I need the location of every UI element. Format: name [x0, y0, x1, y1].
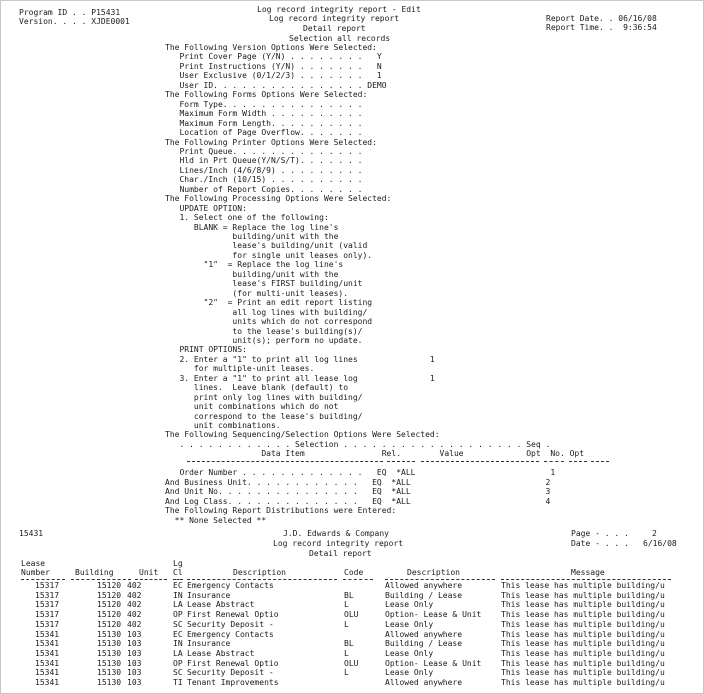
unit: 103: [127, 629, 142, 639]
code: L: [344, 668, 349, 678]
message: This lease has multiple building/u: [501, 629, 665, 639]
unit: 402: [127, 600, 142, 610]
description: Tenant Improvements: [187, 678, 279, 687]
code-description: Option- Lease & Unit: [385, 658, 482, 668]
divider: [71, 579, 131, 580]
log-class: LA: [173, 648, 183, 658]
message: This lease has multiple building/u: [501, 610, 665, 620]
description: First Renewal Optio: [187, 658, 279, 668]
code-description: Option- Lease & Unit: [385, 610, 482, 620]
divider: [173, 579, 183, 580]
col-message: Message: [571, 568, 605, 577]
divider: [187, 579, 337, 580]
log-class: LA: [173, 600, 183, 610]
building: 15120: [97, 619, 122, 629]
option-line: And Log Class. . . . . . . . . . . . . . EQ *ALL 4: [165, 496, 551, 506]
option-line: Location of Page Overflow. . . . . . .: [165, 128, 363, 138]
unit: 402: [127, 590, 142, 600]
message: This lease has multiple building/u: [501, 619, 665, 629]
log-class: SC: [173, 668, 183, 678]
log-class: IN: [173, 590, 183, 600]
building: 15130: [97, 648, 122, 658]
option-line: . . . . . . . . . . . . Selection . . . . . . . . . . . . . . . . . . . Seq .: [165, 439, 551, 449]
option-line: Print Cover Page (Y/N) . . . . . . . . Y: [165, 52, 382, 62]
date-label: Date - . . .: [571, 539, 629, 548]
building: 15120: [97, 600, 122, 610]
unit: 402: [127, 619, 142, 629]
col-description-2: Description: [407, 568, 460, 577]
log-class: EC: [173, 629, 183, 639]
option-line: lines. Leave blank (default) to: [165, 383, 349, 393]
option-line: 1. Select one of the following:: [165, 213, 329, 223]
unit: 103: [127, 668, 142, 678]
description: First Renewal Optio: [187, 610, 279, 620]
divider: [385, 579, 495, 580]
code-description: Lease Only: [385, 600, 434, 610]
page2-company: J.D. Edwards & Company: [283, 529, 389, 538]
log-class: IN: [173, 639, 183, 649]
option-line: for multiple-unit leases.: [165, 364, 315, 374]
building: 15130: [97, 639, 122, 649]
option-line: for single unit leases only).: [165, 250, 373, 260]
code: OLU: [344, 658, 359, 668]
date-value: 6/16/08: [643, 539, 677, 548]
message: This lease has multiple building/u: [501, 658, 665, 668]
option-line: correspond to the lease's building/: [165, 411, 363, 421]
description: Emergency Contacts: [187, 629, 274, 639]
option-line: "2" = Print an edit report listing: [165, 298, 373, 308]
message: This lease has multiple building/u: [501, 590, 665, 600]
building: 15120: [97, 610, 122, 620]
option-line: unit combinations.: [165, 421, 281, 430]
program-id: Program ID . . P15431: [19, 8, 121, 17]
lease-number: 15341: [35, 639, 60, 649]
option-line: And Unit No. . . . . . . . . . . . . . . EQ *ALL 3: [165, 487, 551, 497]
description: Lease Abstract: [187, 600, 255, 610]
building: 15120: [97, 590, 122, 600]
unit: 402: [127, 581, 142, 590]
option-line: The Following Processing Options Were Selected:: [165, 194, 392, 204]
divider: [569, 461, 587, 462]
building: 15130: [97, 658, 122, 668]
lease-number: 15317: [35, 619, 60, 629]
code-description: Lease Only: [385, 668, 434, 678]
col-lease: Lease: [21, 559, 46, 568]
option-line: Char./Inch (10/15) . . . . . . . . . .: [165, 175, 363, 185]
building: 15120: [97, 581, 122, 590]
report-title-edit: Log record integrity report - Edit: [257, 5, 421, 14]
option-line: The Following Report Distributions were Entered:: [165, 506, 397, 516]
log-class: OP: [173, 610, 183, 620]
report-date: Report Date. . 06/16/08: [546, 14, 657, 23]
divider: [421, 461, 539, 462]
col-code: Code: [344, 568, 364, 577]
code: L: [344, 648, 349, 658]
lease-number: 15341: [35, 648, 60, 658]
lease-number: 15317: [35, 581, 60, 590]
divider: [501, 579, 671, 580]
description: Insurance: [187, 639, 231, 649]
option-line: print only log lines with building/: [165, 392, 363, 402]
message: This lease has multiple building/u: [501, 581, 665, 590]
option-line: Maximum Form Length. . . . . . . . . .: [165, 118, 363, 128]
col-building: Building: [75, 568, 114, 577]
code: OLU: [344, 610, 359, 620]
description: Insurance: [187, 590, 231, 600]
report-selection: Selection all records: [289, 34, 391, 43]
option-line: The Following Version Options Were Selected:: [165, 43, 377, 52]
lease-number: 15317: [35, 600, 60, 610]
option-line: User ID. . . . . . . . . . . . . . . . DEMO: [165, 80, 387, 90]
option-line: 3. Enter a "1" to print all lease log 1: [165, 373, 435, 383]
unit: 103: [127, 639, 142, 649]
option-line: lease's building/unit (valid: [165, 241, 368, 251]
code-description: Building / Lease: [385, 590, 463, 600]
lease-number: 15341: [35, 678, 60, 687]
code-description: Allowed anywhere: [385, 581, 463, 590]
message: This lease has multiple building/u: [501, 600, 665, 610]
building: 15130: [97, 678, 122, 687]
option-line: units which do not correspond: [165, 317, 373, 327]
page2-title: Log record integrity report: [273, 539, 404, 548]
col-unit: Unit: [139, 568, 159, 577]
option-line: Lines/Inch (4/6/8/9) . . . . . . . . .: [165, 165, 363, 175]
lease-number: 15317: [35, 610, 60, 620]
code: L: [344, 619, 349, 629]
lease-number: 15341: [35, 658, 60, 668]
description: Emergency Contacts: [187, 581, 274, 590]
option-line: "1" = Replace the log line's: [165, 260, 344, 270]
divider: [21, 579, 65, 580]
unit: 103: [127, 658, 142, 668]
option-line: ** None Selected **: [165, 515, 267, 525]
building: 15130: [97, 629, 122, 639]
col-lease-number: Number: [21, 568, 50, 577]
option-line: building/unit with the: [165, 232, 339, 241]
option-line: all log lines with building/: [165, 307, 368, 317]
unit: 402: [127, 610, 142, 620]
code-description: Allowed anywhere: [385, 629, 463, 639]
col-lg: Lg: [173, 559, 183, 568]
option-line: 2. Enter a "1" to print all log lines 1: [165, 354, 435, 364]
option-line: The Following Printer Options Were Selected:: [165, 137, 377, 147]
col-cl: Cl: [173, 568, 183, 577]
option-line: lease's FIRST building/unit: [165, 279, 363, 289]
option-line: Hld in Prt Queue(Y/N/S/T). . . . . . .: [165, 156, 363, 166]
message: This lease has multiple building/u: [501, 639, 665, 649]
version: Version. . . . XJDE0001: [19, 17, 130, 26]
building: 15130: [97, 668, 122, 678]
code-description: Building / Lease: [385, 639, 463, 649]
code: BL: [344, 639, 354, 649]
option-line: Number of Report Copies. . . . . . . .: [165, 184, 363, 194]
report-subtitle: Detail report: [303, 24, 366, 33]
divider: [343, 579, 373, 580]
page2-subtitle: Detail report: [309, 549, 372, 558]
option-line: And Business Unit. . . . . . . . . . . . EQ *ALL 2: [165, 477, 551, 487]
divider: [135, 579, 167, 580]
option-line: The Following Forms Options Were Selected:: [165, 90, 368, 100]
option-line: UPDATE OPTION:: [165, 203, 247, 213]
message: This lease has multiple building/u: [501, 678, 665, 687]
lease-number: 15341: [35, 668, 60, 678]
divider: [591, 461, 609, 462]
divider: [387, 461, 415, 462]
option-line: BLANK = Replace the log line's: [165, 222, 339, 232]
option-line: Form Type. . . . . . . . . . . . . . .: [165, 99, 363, 109]
lease-number: 15341: [35, 629, 60, 639]
divider: [544, 461, 564, 462]
description: Security Deposit -: [187, 619, 274, 629]
report-time: Report Time. . 9:36:54: [546, 23, 657, 32]
log-class: OP: [173, 658, 183, 668]
log-class: EC: [173, 581, 183, 590]
option-line: to the lease's building(s)/: [165, 326, 363, 336]
divider: [187, 461, 383, 462]
code-description: Lease Only: [385, 619, 434, 629]
option-line: Data Item Rel. Value Opt No. Opt: [165, 449, 585, 459]
option-line: The Following Sequencing/Selection Options Were Selected:: [165, 430, 440, 440]
unit: 103: [127, 648, 142, 658]
option-line: Order Number . . . . . . . . . . . . . EQ *ALL 1: [165, 468, 556, 478]
option-line: User Exclusive (0/1/2/3) . . . . . . . 1: [165, 71, 382, 81]
code: L: [344, 600, 349, 610]
code-description: Allowed anywhere: [385, 678, 463, 687]
option-line: Print Instructions (Y/N) . . . . . . . N: [165, 61, 382, 71]
report-title: Log record integrity report: [269, 14, 400, 23]
option-line: unit combinations which do not: [165, 402, 339, 412]
option-line: unit(s); perform no update.: [165, 335, 363, 345]
option-line: (for multi-unit leases).: [165, 288, 349, 298]
log-class: SC: [173, 619, 183, 629]
page-label: Page - . . .: [571, 529, 629, 538]
description: Lease Abstract: [187, 648, 255, 658]
option-line: PRINT OPTIONS:: [165, 345, 247, 355]
code-description: Lease Only: [385, 648, 434, 658]
log-class: TI: [173, 678, 183, 687]
col-description: Description: [233, 568, 286, 577]
lease-number: 15317: [35, 590, 60, 600]
option-line: Print Queue. . . . . . . . . . . . . .: [165, 146, 363, 156]
page2-program: 15431: [19, 529, 44, 538]
option-line: building/unit with the: [165, 269, 339, 279]
code: BL: [344, 590, 354, 600]
message: This lease has multiple building/u: [501, 648, 665, 658]
message: This lease has multiple building/u: [501, 668, 665, 678]
page-number: 2: [652, 529, 657, 538]
unit: 103: [127, 678, 142, 687]
description: Security Deposit -: [187, 668, 274, 678]
option-line: Maximum Form Width . . . . . . . . . .: [165, 109, 363, 119]
